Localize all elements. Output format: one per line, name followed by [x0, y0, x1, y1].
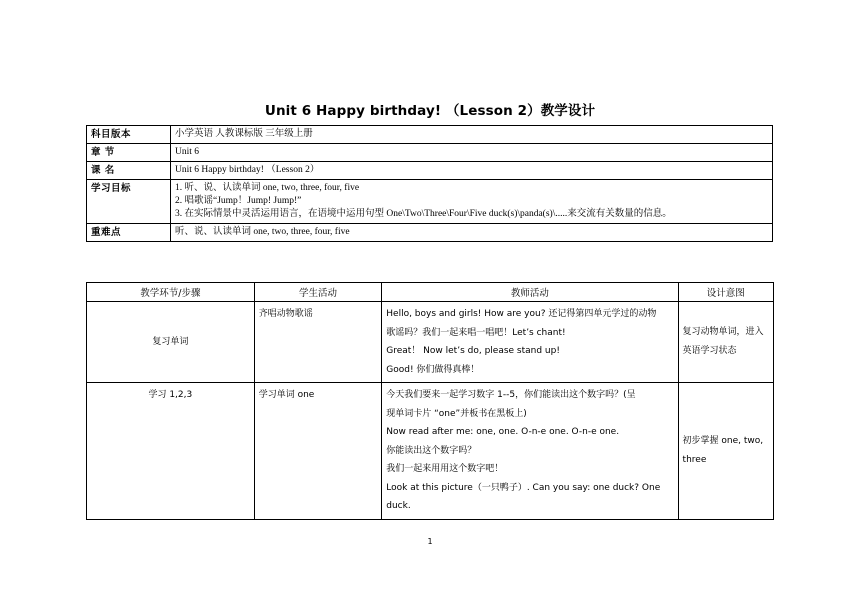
process-table: [86, 282, 774, 520]
row-value: 小学英语 人教课标版 三年级上册: [171, 126, 773, 144]
intent-cell: 复习动物单词，进入英语学习状态: [678, 302, 773, 383]
column-header: 学生活动: [254, 283, 382, 302]
info-table: [86, 125, 773, 242]
column-header: 教学环节/步骤: [87, 283, 255, 302]
intent-cell: 初步掌握 one, two, three: [678, 383, 773, 520]
table-row: [87, 383, 774, 520]
teacher-cell: [382, 383, 678, 520]
student-cell: 齐唱动物歌谣: [254, 302, 382, 383]
goal-item: 2. 唱歌谣“Jump！Jump! Jump!”: [175, 196, 302, 206]
page-number: 1: [427, 537, 433, 546]
teacher-cell: [382, 302, 678, 383]
goal-item: 3. 在实际情景中灵活运用语言，在语境中运用句型 One\Two\Three\Four\Five duck(s)\panda(s)\.....来交流有关数量的信息。: [175, 209, 672, 219]
step-cell: 复习单词: [87, 302, 255, 383]
table-row: [87, 224, 773, 242]
row-label: 科目版本: [87, 126, 171, 144]
teacher-line: 你能读出这个数字吗？: [386, 445, 477, 456]
row-value: Unit 6 Happy birthday! （Lesson 2）: [171, 162, 773, 180]
teacher-line: Hello, boys and girls! How are you? 还记得第四单元学过的动物: [386, 309, 657, 319]
table-row: [87, 302, 774, 383]
teacher-line: Look at this picture（一只鸭子）. Can you say: one duck? One: [386, 482, 661, 493]
key-label: 重难点: [87, 224, 171, 242]
student-cell: 学习单词 one: [254, 383, 382, 520]
goal-item: 1. 听、说、认读单词 one, two, three, four, five: [175, 183, 360, 193]
row-label: 课 名: [87, 162, 171, 180]
teacher-line: Great！ Now let’s do, please stand up!: [386, 346, 560, 356]
table-row: [87, 144, 773, 162]
column-header: 设计意图: [678, 283, 773, 302]
row-value: Unit 6: [171, 144, 773, 162]
teacher-line: 现单词卡片 “one”并板书在黑板上): [386, 408, 527, 419]
goals-list: [171, 180, 773, 224]
teacher-line: Good! 你们做得真棒！: [386, 364, 480, 375]
teacher-line: duck.: [386, 501, 411, 511]
step-cell: 学习 1,2,3: [87, 383, 255, 520]
teacher-line: 我们一起来用用这个数字吧！: [386, 464, 504, 474]
key-value: 听、说、认读单词 one, two, three, four, five: [171, 224, 773, 242]
row-label: 章 节: [87, 144, 171, 162]
table-row: [87, 126, 773, 144]
teacher-line: 今天我们要来一起学习数字 1--5，你们能读出这个数字吗？(呈: [386, 390, 636, 400]
table-row: [87, 162, 773, 180]
goals-label: 学习目标: [87, 180, 171, 224]
header-row: [87, 283, 774, 302]
column-header: 教师活动: [382, 283, 678, 302]
teacher-line: 歌谣吗？我们一起来唱一唱吧！Let’s chant!: [386, 327, 566, 338]
table-row: [87, 180, 773, 224]
teacher-line: Now read after me: one, one. O-n-e one. O-n-e one.: [386, 427, 620, 437]
document-title: Unit 6 Happy birthday! （Lesson 2）教学设计: [264, 103, 596, 119]
